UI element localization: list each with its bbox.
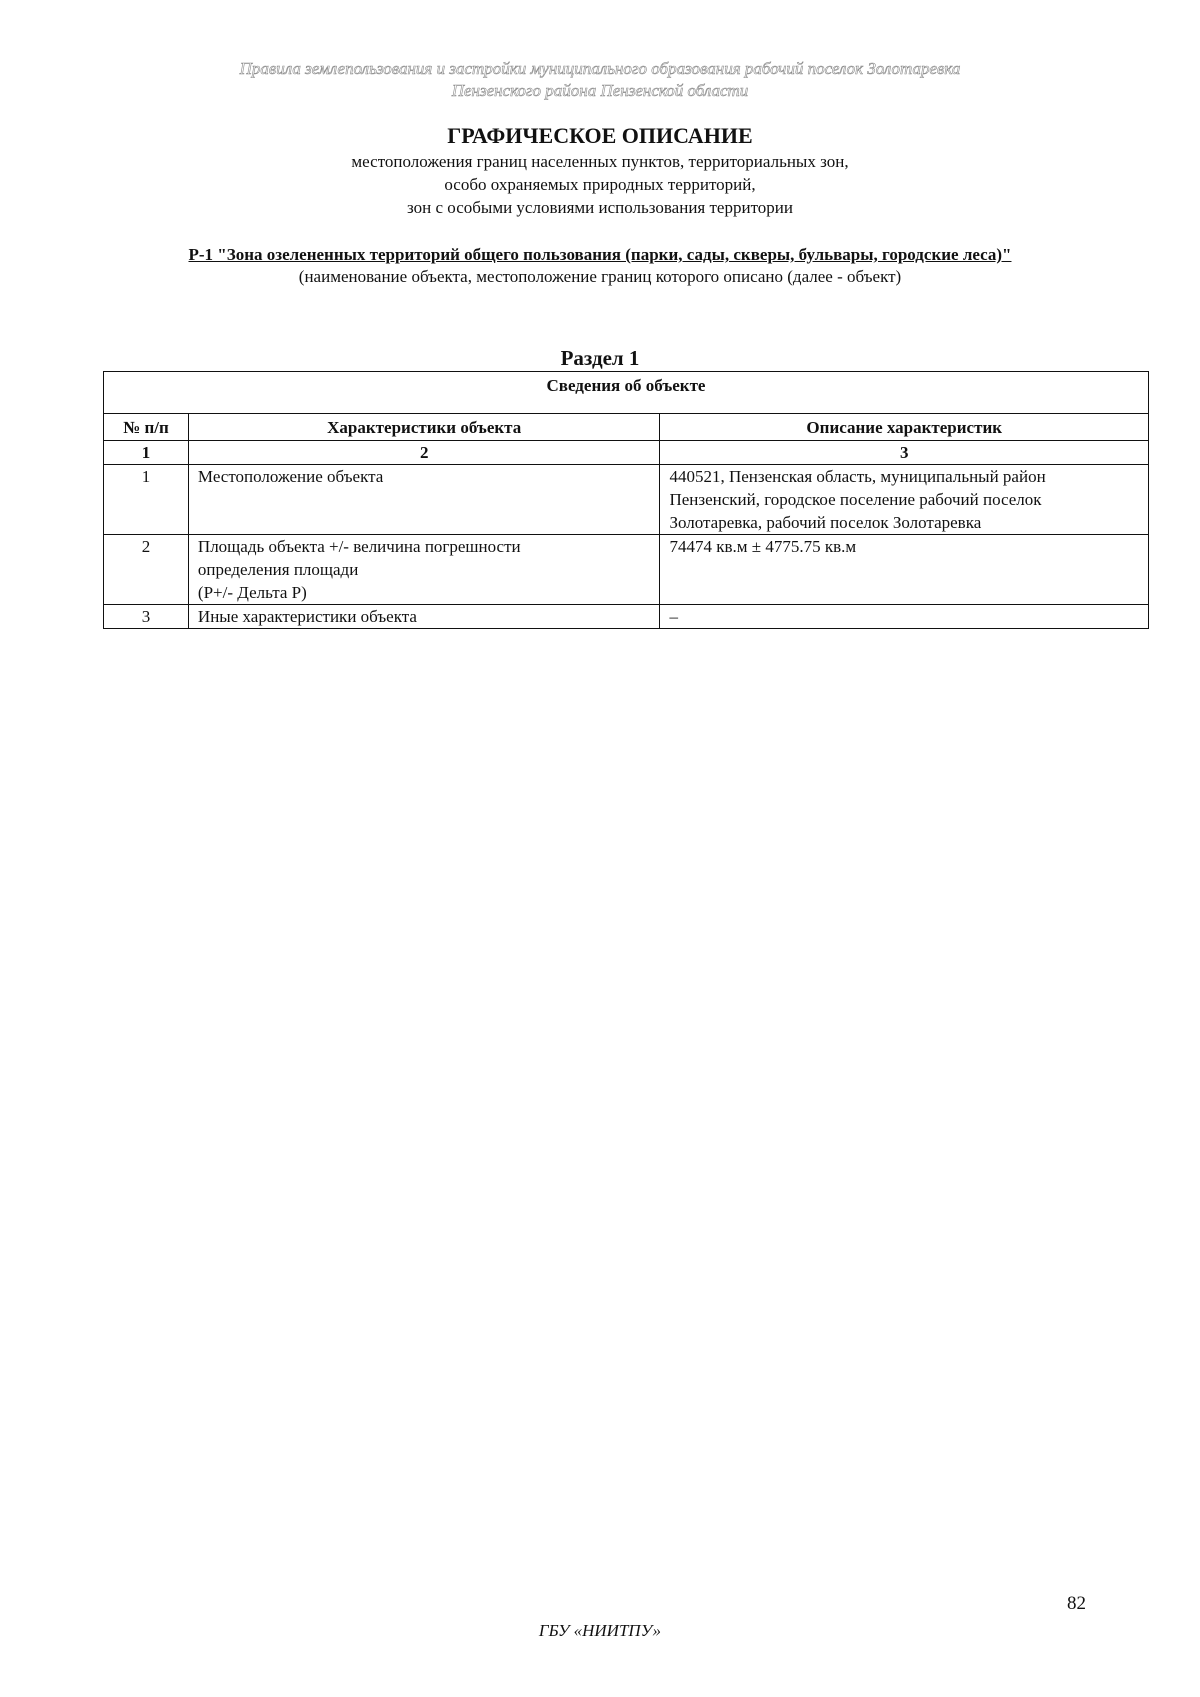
section-title: Раздел 1 xyxy=(560,346,640,370)
header-number: № п/п xyxy=(104,414,189,441)
table-row xyxy=(104,465,1149,535)
subtitle-line-1: местоположения границ населенных пунктов, территориальных зон, xyxy=(351,152,849,171)
column-number-1: 1 xyxy=(104,441,189,465)
header-characteristic: Характеристики объекта xyxy=(188,414,660,441)
description-line: 74474 кв.м ± 4775.75 кв.м xyxy=(669,537,857,556)
characteristic-line: Площадь объекта +/- величина погрешности xyxy=(197,537,521,556)
column-numbers-row xyxy=(104,441,1149,465)
table-row xyxy=(104,535,1149,605)
column-number-3: 3 xyxy=(660,441,1149,465)
description-line: 440521, Пензенская область, муниципальный район xyxy=(669,467,1046,486)
row-characteristic xyxy=(188,605,660,629)
row-number: 3 xyxy=(104,605,189,629)
row-description xyxy=(660,465,1149,535)
table-row xyxy=(104,605,1149,629)
row-characteristic xyxy=(188,535,660,605)
description-line: – xyxy=(669,607,678,626)
characteristic-line: Иные характеристики объекта xyxy=(197,607,417,626)
document-subtitle xyxy=(0,150,1200,219)
characteristic-line: Местоположение объекта xyxy=(197,467,384,486)
page-number: 82 xyxy=(1067,1593,1086,1614)
row-characteristic xyxy=(188,465,660,535)
header-description: Описание характеристик xyxy=(660,414,1149,441)
characteristic-line: определения площади xyxy=(197,560,359,579)
object-name: Р-1 "Зона озелененных территорий общего пользования (парки, сады, скверы, бульвары, городские леса)" xyxy=(188,245,1012,264)
table-caption-row xyxy=(104,372,1149,414)
running-header-line-1: Правила землепользования и застройки муниципального образования рабочий поселок Золотаревка xyxy=(239,59,961,78)
object-info-table xyxy=(103,371,1149,629)
row-number: 2 xyxy=(104,535,189,605)
object-caption: (наименование объекта, местоположение границ которого описано (далее - объект) xyxy=(298,267,902,286)
document-title: ГРАФИЧЕСКОЕ ОПИСАНИЕ xyxy=(447,123,753,148)
description-line: Золотаревка, рабочий поселок Золотаревка xyxy=(669,513,982,532)
footer-organization: ГБУ «НИИТПУ» xyxy=(538,1621,662,1640)
row-number: 1 xyxy=(104,465,189,535)
row-description xyxy=(660,605,1149,629)
row-description xyxy=(660,535,1149,605)
subtitle-line-3: зон с особыми условиями использования территории xyxy=(407,198,793,217)
running-header xyxy=(0,58,1200,102)
table-caption: Сведения об объекте xyxy=(104,372,1149,414)
subtitle-line-2: особо охраняемых природных территорий, xyxy=(444,175,756,194)
description-line: Пензенский, городское поселение рабочий поселок xyxy=(669,490,1042,509)
characteristic-line: (P+/- Дельта P) xyxy=(197,583,307,602)
table-header-row xyxy=(104,414,1149,441)
column-number-2: 2 xyxy=(188,441,660,465)
running-header-line-2: Пензенского района Пензенской области xyxy=(451,81,749,100)
